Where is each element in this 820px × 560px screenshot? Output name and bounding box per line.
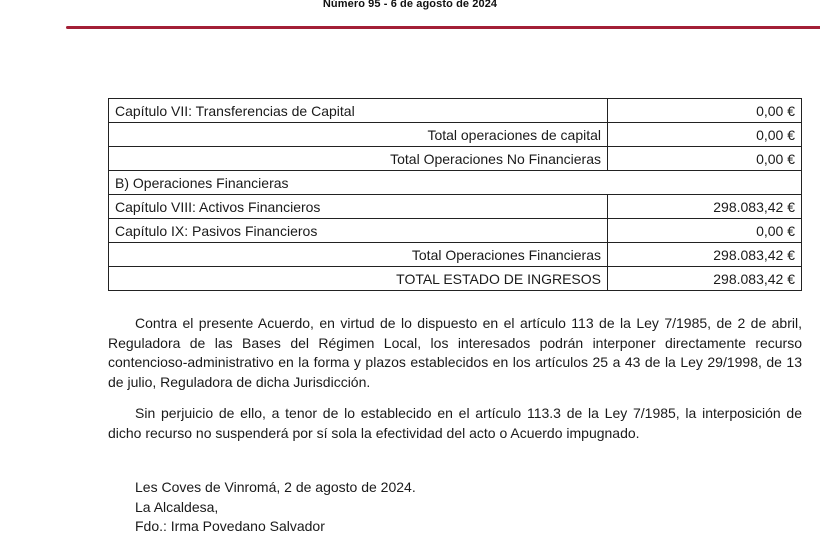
row-amount: 298.083,42 € — [608, 195, 802, 219]
signature-block — [135, 478, 416, 537]
table-row — [109, 267, 802, 291]
appeal-paragraph: Contra el presente Acuerdo, en virtud de lo dispuesto en el artículo 113 de la Ley 7/1985, de 2 de abril, Reguladora de las Bases del Régimen Local, los interesados podrán interponer directamente recurso contencioso-administrativo en la forma y plazos establecidos en los artículos 25 a 43 de la Ley 29/1998, de 13 de julio, Reguladora de dicha Jurisdicción. — [108, 315, 802, 390]
row-label: Total operaciones de capital — [109, 123, 608, 147]
header-divider — [66, 26, 820, 29]
row-label: Capítulo IX: Pasivos Financieros — [109, 219, 608, 243]
row-label: Capítulo VIII: Activos Financieros — [109, 195, 608, 219]
table-row — [109, 243, 802, 267]
row-amount: 298.083,42 € — [608, 267, 802, 291]
income-budget-table — [108, 98, 802, 291]
row-label: Total Operaciones No Financieras — [109, 147, 608, 171]
table-row — [109, 123, 802, 147]
bulletin-issue-title: Número 95 - 6 de agosto de 2024 — [322, 0, 498, 10]
row-label: Total Operaciones Financieras — [109, 243, 608, 267]
signer-name: Fdo.: Irma Povedano Salvador — [135, 518, 325, 534]
row-label: TOTAL ESTADO DE INGRESOS — [109, 267, 608, 291]
row-label: Capítulo VII: Transferencias de Capital — [109, 99, 608, 123]
row-amount: 0,00 € — [608, 219, 802, 243]
row-amount: 298.083,42 € — [608, 243, 802, 267]
row-amount: 0,00 € — [608, 147, 802, 171]
section-label: B) Operaciones Financieras — [109, 171, 802, 195]
row-amount: 0,00 € — [608, 123, 802, 147]
table-section-row — [109, 171, 802, 195]
place-date: Les Coves de Vinromá, 2 de agosto de 2024. — [135, 479, 416, 495]
signer-role: La Alcaldesa, — [135, 498, 219, 515]
table-row — [109, 99, 802, 123]
table-row — [109, 195, 802, 219]
row-amount: 0,00 € — [608, 99, 802, 123]
suspension-paragraph: Sin perjuicio de ello, a tenor de lo establecido en el artículo 113.3 de la Ley 7/1985, la interposición de dicho recurso no suspenderá por sí sola la efectividad del acto o Acuerdo impugnado. — [108, 405, 802, 441]
table-row — [109, 219, 802, 243]
table-row — [109, 147, 802, 171]
